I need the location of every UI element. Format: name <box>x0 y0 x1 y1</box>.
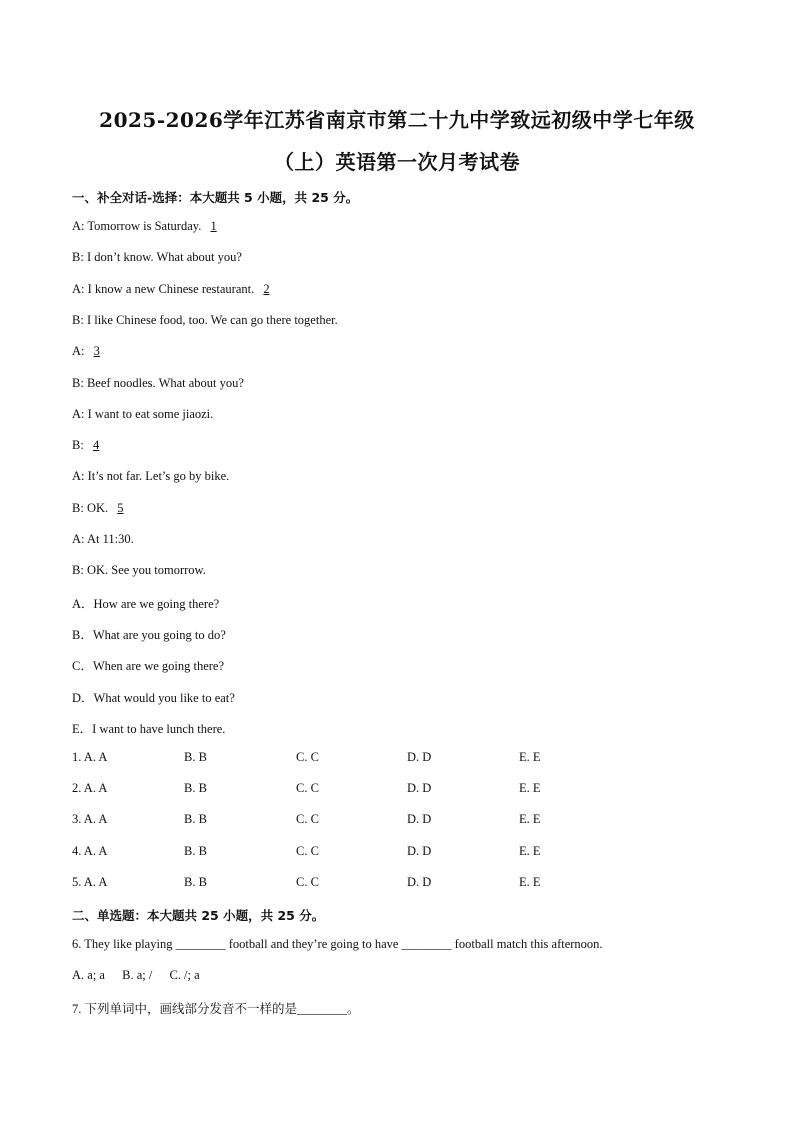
answer-option: E. E <box>519 812 541 827</box>
dialogue-line <box>72 501 130 516</box>
choice-item: A．How are we going there? <box>72 597 220 611</box>
dialogue-line <box>72 344 106 359</box>
section2-heading: 二、单选题：本大题共 25 小题，共 25 分。 <box>72 908 325 923</box>
answer-blank: 4 <box>92 438 100 453</box>
dialogue-line <box>72 532 134 547</box>
answer-option: E. E <box>519 781 541 796</box>
dialogue-text: Beef noodles. What about you? <box>86 375 244 390</box>
dialogue-text: I like Chinese food, too. We can go there together. <box>86 312 338 327</box>
answer-option: D. D <box>407 750 432 764</box>
dialogue-text: I want to eat some jiaozi. <box>87 406 214 421</box>
page-title-line2: （上）英语第一次月考试卷 <box>274 150 520 174</box>
answer-row <box>72 844 632 860</box>
choice-item: C．When are we going there? <box>72 659 225 674</box>
answer-option: C. C <box>296 750 319 764</box>
answer-option: B. B <box>184 812 207 827</box>
answer-row <box>72 781 632 797</box>
answer-option: 4. A. A <box>72 843 108 858</box>
dialogue-text: I know a new Chinese restaurant. <box>87 281 255 296</box>
dialogue-text: I don’t know. What about you? <box>86 250 242 265</box>
dialogue-line <box>72 376 244 391</box>
speaker-label: B: <box>72 500 84 515</box>
dialogue-text: Tomorrow is Saturday. <box>87 219 202 233</box>
answer-row <box>72 750 632 766</box>
answer-blank: 1 <box>210 219 217 233</box>
speaker-label: B: <box>72 563 84 578</box>
speaker-label: A: <box>72 532 85 546</box>
choice-item: E．I want to have lunch there. <box>72 721 226 736</box>
speaker-label: B: <box>72 375 84 390</box>
answer-option: B. B <box>184 750 207 764</box>
answer-option: B. B <box>184 843 207 858</box>
answer-row <box>72 812 632 828</box>
answer-option: D. D <box>407 874 432 889</box>
speaker-label: A: <box>72 469 85 484</box>
answer-option: E. E <box>519 843 541 858</box>
dialogue-line <box>72 250 242 265</box>
dialogue-line <box>72 219 223 234</box>
dialogue-text: OK. <box>86 500 109 515</box>
dialogue-line <box>72 313 338 328</box>
answer-option: 1. A. A <box>72 750 108 764</box>
answer-option: C. C <box>296 874 319 889</box>
answer-option: B. B <box>184 781 207 796</box>
answer-option: C. C <box>296 812 319 827</box>
choice-item: B．What are you going to do? <box>72 628 226 643</box>
dialogue-line <box>72 407 213 422</box>
option-a: A. a; a <box>72 968 105 982</box>
speaker-label: A: <box>72 281 85 296</box>
page-title-line1: 2025-2026学年江苏省南京市第二十九中学致远初级中学七年级 <box>99 108 695 132</box>
speaker-label: A: <box>72 219 85 233</box>
answer-row <box>72 875 632 891</box>
answer-blank: 5 <box>117 500 124 515</box>
answer-option: D. D <box>407 812 432 827</box>
dialogue-line <box>72 563 206 578</box>
option-c: C. /; a <box>169 968 200 982</box>
section1-heading: 一、补全对话-选择：本大题共 5 小题，共 25 分。 <box>72 190 359 205</box>
answer-option: 5. A. A <box>72 874 108 889</box>
dialogue-line <box>72 469 229 484</box>
question-6: 6. They like playing ________ football and they’re going to have ________ football match this afternoon. <box>72 937 603 951</box>
speaker-label: B: <box>72 438 84 453</box>
answer-option: 3. A. A <box>72 812 108 827</box>
answer-blank: 3 <box>93 344 100 359</box>
question-6-options <box>72 968 214 983</box>
speaker-label: A: <box>72 406 85 421</box>
dialogue-line <box>72 438 105 453</box>
answer-option: C. C <box>296 781 319 796</box>
dialogue-text: At 11:30. <box>86 532 134 546</box>
choice-item: D．What would you like to eat? <box>72 690 235 705</box>
answer-option: C. C <box>296 843 319 858</box>
answer-option: B. B <box>184 874 207 889</box>
option-b: B. a; / <box>122 968 153 982</box>
answer-blank: 2 <box>263 281 270 296</box>
speaker-label: B: <box>72 312 84 327</box>
answer-option: D. D <box>407 843 432 858</box>
answer-option: D. D <box>407 781 432 796</box>
speaker-label: B: <box>72 250 84 265</box>
speaker-label: A: <box>72 344 85 359</box>
dialogue-text: It’s not far. Let’s go by bike. <box>87 469 230 484</box>
dialogue-text: OK. See you tomorrow. <box>86 563 206 578</box>
answer-option: E. E <box>519 874 541 889</box>
answer-option: 2. A. A <box>72 781 108 796</box>
answer-option: E. E <box>519 750 541 764</box>
question-7: 7. 下列单词中，画线部分发音不一样的是________。 <box>72 1002 360 1016</box>
dialogue-line <box>72 282 276 297</box>
